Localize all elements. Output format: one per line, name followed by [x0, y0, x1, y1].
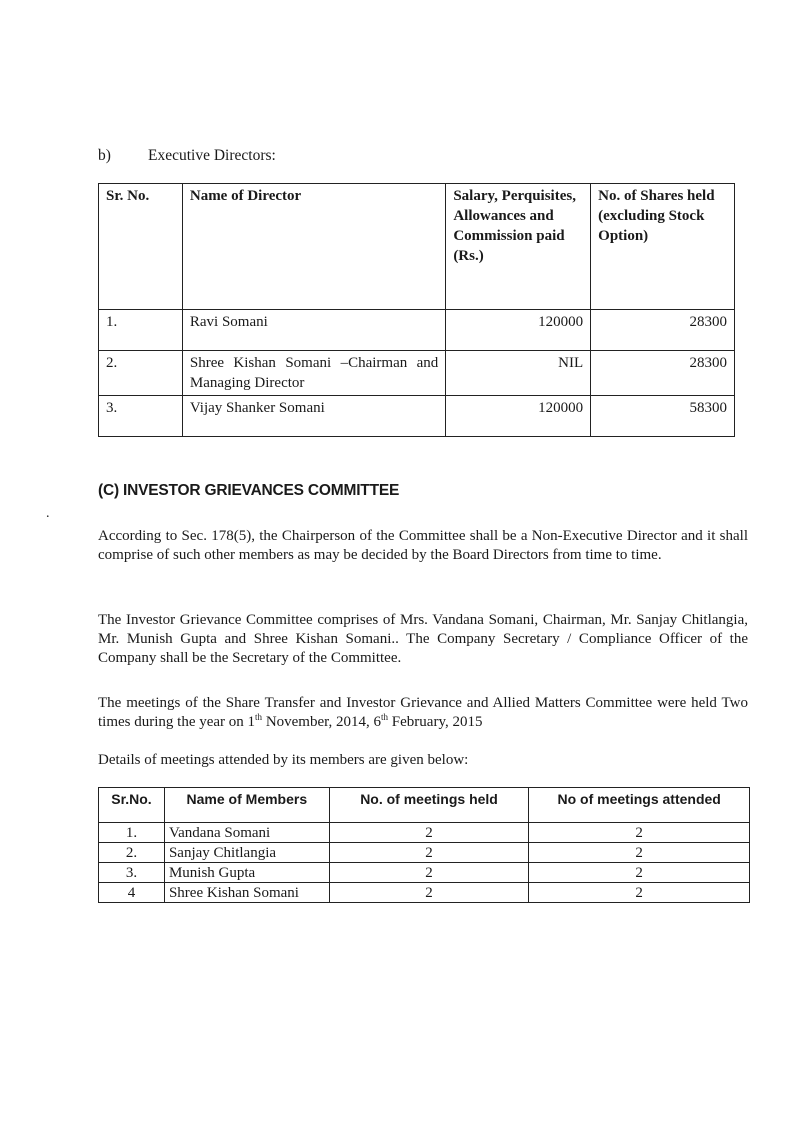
cell-sr: 1. [99, 310, 183, 351]
paragraph-committee-members: The Investor Grievance Committee comprises of Mrs. Vandana Somani, Chairman, Mr. Sanjay Chitlangia, Mr. Munish Gupta and Shree Kishan Somani.. The Company Secretary / Compliance Officer of the Company shall be the Secretary of the Committee. [98, 612, 748, 666]
table-row [99, 843, 750, 863]
cell-held: 2 [329, 883, 529, 903]
executive-directors-table [98, 183, 735, 437]
meetings-attendance-table [98, 787, 750, 903]
cell-name: Shree Kishan Somani [164, 883, 329, 903]
table-row [99, 396, 735, 437]
section-c-heading: (C) INVESTOR GRIEVANCES COMMITTEE [98, 482, 400, 499]
meetings-text-mid: November, 2014, 6 [262, 714, 382, 730]
header-meetings-held: No. of meetings held [329, 788, 529, 823]
meetings-text-suffix: February, 2015 [388, 714, 483, 730]
cell-sr: 3. [99, 396, 183, 437]
table-header-row [99, 788, 750, 823]
header-meetings-attended: No of meetings attended [529, 788, 750, 823]
paragraph-meetings-held [98, 694, 748, 732]
cell-name: Vijay Shanker Somani [182, 396, 445, 437]
cell-sr: 2. [99, 843, 165, 863]
cell-name: Ravi Somani [182, 310, 445, 351]
header-sr-no: Sr. No. [99, 184, 183, 310]
table-row [99, 351, 735, 396]
section-b-heading: Executive Directors: [148, 147, 276, 164]
cell-attended: 2 [529, 863, 750, 883]
table-row [99, 863, 750, 883]
header-sr-no: Sr.No. [99, 788, 165, 823]
superscript-th: th [255, 712, 263, 722]
table-row [99, 823, 750, 843]
cell-held: 2 [329, 843, 529, 863]
cell-held: 2 [329, 823, 529, 843]
cell-name: Shree Kishan Somani –Chairman and Managing Director [182, 351, 445, 396]
cell-held: 2 [329, 863, 529, 883]
cell-attended: 2 [529, 823, 750, 843]
table-row [99, 310, 735, 351]
cell-attended: 2 [529, 883, 750, 903]
cell-attended: 2 [529, 843, 750, 863]
cell-shares: 58300 [591, 396, 735, 437]
cell-sr: 2. [99, 351, 183, 396]
cell-name: Vandana Somani [164, 823, 329, 843]
header-name-of-members: Name of Members [164, 788, 329, 823]
superscript-th: th [381, 712, 389, 722]
table-row [99, 883, 750, 903]
stray-mark: . [46, 506, 50, 521]
cell-salary: NIL [446, 351, 591, 396]
meetings-text-prefix: The meetings of the Share Transfer and Investor Grievance and Allied Matters Committee were held Two times during the year on 1 [98, 695, 748, 730]
cell-name: Munish Gupta [164, 863, 329, 883]
cell-sr: 3. [99, 863, 165, 883]
cell-sr: 4 [99, 883, 165, 903]
paragraph-chairperson: According to Sec. 178(5), the Chairperson of the Committee shall be a Non-Executive Director and it shall comprise of such other members as may be decided by the Board Directors from time to time. [98, 528, 748, 563]
section-b-title [98, 147, 276, 165]
cell-salary: 120000 [446, 310, 591, 351]
cell-salary: 120000 [446, 396, 591, 437]
header-salary: Salary, Perquisites, Allowances and Commission paid (Rs.) [446, 184, 591, 310]
paragraph-details-intro: Details of meetings attended by its members are given below: [98, 752, 469, 768]
header-shares-held: No. of Shares held (excluding Stock Option) [591, 184, 735, 310]
cell-shares: 28300 [591, 310, 735, 351]
cell-sr: 1. [99, 823, 165, 843]
cell-shares: 28300 [591, 351, 735, 396]
header-name-of-director: Name of Director [182, 184, 445, 310]
cell-name: Sanjay Chitlangia [164, 843, 329, 863]
section-b-label: b) [98, 147, 111, 164]
table-header-row [99, 184, 735, 310]
